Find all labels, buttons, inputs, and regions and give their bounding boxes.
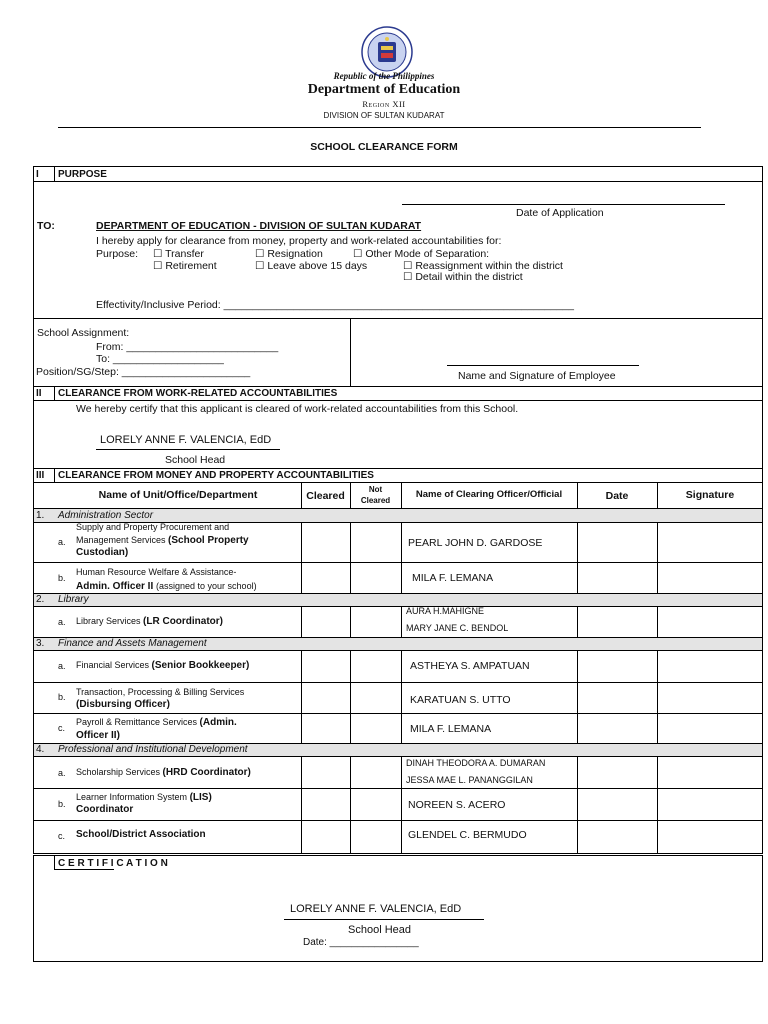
effectivity-field[interactable]: Effectivity/Inclusive Period: ____________________________________________________________ — [96, 299, 574, 311]
option-leave[interactable]: ☐ Leave above 15 days — [255, 260, 368, 272]
col-unit-header: Name of Unit/Office/Department — [98, 489, 258, 501]
employee-signature-label: Name and Signature of Employee — [458, 370, 616, 382]
row-1-letter: a. — [58, 537, 66, 547]
certification-role: School Head — [348, 924, 411, 936]
purpose-label: Purpose: — [96, 248, 139, 260]
region-text: Region XII — [362, 99, 406, 109]
row-4-line: Financial Services (Senior Bookkeeper) — [76, 660, 250, 671]
row-9-letter: c. — [58, 831, 66, 841]
row-6-line-2: Officer II) — [76, 730, 120, 741]
form-title: SCHOOL CLEARANCE FORM — [310, 141, 458, 153]
row-8-line-1: Learner Information System (LIS) — [76, 792, 212, 803]
section-iii-num: III — [36, 470, 45, 481]
section-4-title: Professional and Institutional Development — [58, 744, 248, 755]
option-detail[interactable]: ☐ Detail within the district — [403, 271, 523, 283]
from-field[interactable]: From: __________________________ — [96, 341, 279, 353]
row-8-officer: NOREEN S. ACERO — [408, 799, 506, 811]
work-head-title: School Head — [165, 454, 226, 466]
row-5-line-2: (Disbursing Officer) — [76, 699, 170, 710]
col-cleared-header: Cleared — [306, 490, 345, 502]
row-7-letter: a. — [58, 768, 66, 778]
section-iii-title: CLEARANCE FROM MONEY AND PROPERTY ACCOUNTABILITIES — [58, 470, 374, 481]
date-of-application-label: Date of Application — [516, 207, 604, 219]
row-1-line-3: Custodian) — [76, 547, 129, 558]
section-3-title: Finance and Assets Management — [58, 638, 207, 649]
section-2-title: Library — [58, 594, 89, 605]
section-ii-title: CLEARANCE FROM WORK-RELATED ACCOUNTABILITIES — [58, 388, 338, 399]
option-reassignment[interactable]: ☐ Reassignment within the district — [403, 260, 563, 272]
col-not-header: Not — [368, 485, 383, 494]
date-of-application-line — [402, 204, 725, 205]
row-4-officer: ASTHEYA S. AMPATUAN — [410, 660, 530, 672]
option-transfer[interactable]: ☐ Transfer — [153, 248, 204, 260]
row-6-line-1: Payroll & Remittance Services (Admin. — [76, 717, 237, 728]
row-1-line-2: Management Services (School Property — [76, 535, 249, 546]
republic-text: Republic of the Philippines — [333, 71, 435, 81]
certification-date-field[interactable]: Date: ________________ — [303, 937, 419, 948]
apply-statement: I hereby apply for clearance from money, property and work-related accountabilities for: — [96, 235, 502, 247]
header-divider — [58, 127, 701, 128]
row-2-line-2: Admin. Officer II (assigned to your school) — [76, 581, 257, 592]
school-assignment-label: School Assignment: — [37, 327, 130, 339]
position-field[interactable]: Position/SG/Step: ______________________ — [36, 366, 251, 378]
row-7-officer-2: JESSA MAE L. PANANGGILAN — [406, 775, 533, 785]
row-3-officer-1: AURA H.MAHIGNE — [406, 606, 485, 616]
work-certify-text: We hereby certify that this applicant is cleared of work-related accountabilities from this School. — [76, 403, 519, 415]
row-2-letter: b. — [58, 573, 66, 583]
section-4-num: 4. — [36, 744, 45, 755]
option-retirement[interactable]: ☐ Retirement — [153, 260, 217, 272]
row-8-letter: b. — [58, 799, 66, 809]
department-title: Department of Education — [307, 82, 461, 97]
row-3-line: Library Services (LR Coordinator) — [76, 616, 224, 627]
row-5-officer: KARATUAN S. UTTO — [410, 694, 511, 706]
work-head-name: LORELY ANNE F. VALENCIA, EdD — [100, 434, 272, 446]
row-7-officer-1: DINAH THEODORA A. DUMARAN — [406, 758, 546, 768]
employee-signature-line — [447, 365, 639, 366]
option-resignation[interactable]: ☐ Resignation — [255, 248, 323, 260]
certification-title: C E R T I F I C A T I O N — [58, 858, 168, 869]
row-6-officer: MILA F. LEMANA — [410, 723, 492, 735]
row-3-officer-2: MARY JANE C. BENDOL — [406, 623, 509, 633]
row-1-officer: PEARL JOHN D. GARDOSE — [408, 537, 543, 549]
section-i-title: PURPOSE — [58, 169, 107, 180]
row-9-line: School/District Association — [76, 829, 206, 840]
row-5-line-1: Transaction, Processing & Billing Services — [76, 687, 245, 697]
row-9-officer: GLENDEL C. BERMUDO — [408, 829, 527, 841]
row-2-officer: MILA F. LEMANA — [412, 572, 494, 584]
row-5-letter: b. — [58, 692, 66, 702]
section-2-num: 2. — [36, 594, 45, 605]
certification-name: LORELY ANNE F. VALENCIA, EdD — [290, 903, 462, 915]
row-2-line-1: Human Resource Welfare & Assistance- — [76, 567, 237, 577]
section-1-num: 1. — [36, 510, 45, 521]
option-other-mode[interactable]: ☐ Other Mode of Separation: — [353, 248, 490, 260]
row-6-letter: c. — [58, 723, 66, 733]
section-ii-num: II — [36, 388, 42, 399]
col-not-cleared-header: Cleared — [360, 496, 391, 505]
row-8-line-2: Coordinator — [76, 804, 134, 815]
division-text: DIVISION OF SULTAN KUDARAT — [323, 111, 445, 120]
row-1-line-1: Supply and Property Procurement and — [76, 522, 230, 532]
section-1-title: Administration Sector — [58, 510, 154, 521]
to-recipient: DEPARTMENT OF EDUCATION - DIVISION OF SULTAN KUDARAT — [96, 220, 422, 232]
to-label: TO: — [37, 220, 55, 232]
col-officer-header: Name of Clearing Officer/Official — [415, 489, 563, 500]
section-3-num: 3. — [36, 638, 45, 649]
col-signature-header: Signature — [685, 489, 735, 501]
col-date-header: Date — [605, 490, 629, 502]
section-i-num: I — [36, 169, 39, 180]
row-7-line: Scholarship Services (HRD Coordinator) — [76, 767, 251, 778]
row-3-letter: a. — [58, 617, 66, 627]
to-field[interactable]: To: ___________________ — [96, 353, 224, 365]
row-4-letter: a. — [58, 661, 66, 671]
